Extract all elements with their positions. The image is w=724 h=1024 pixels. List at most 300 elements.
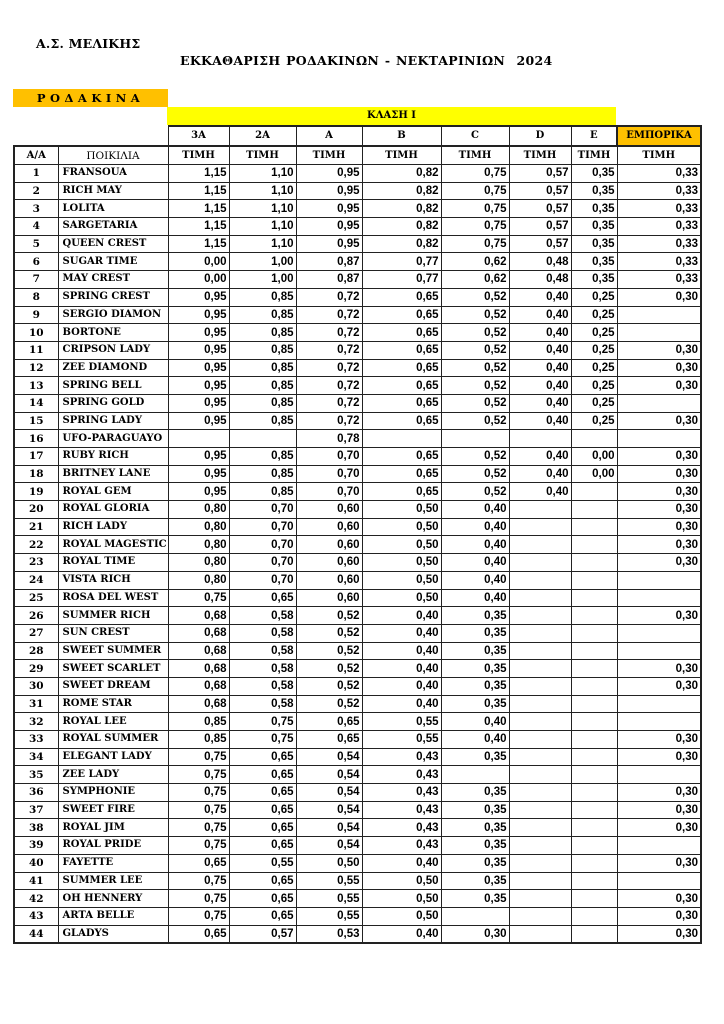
table-row bbox=[14, 536, 701, 554]
price-cell: 0,52 bbox=[441, 483, 509, 501]
price-cell: 0,60 bbox=[296, 518, 362, 536]
table-row bbox=[14, 554, 701, 572]
price-cell: 0,95 bbox=[168, 483, 229, 501]
price-cell: 0,75 bbox=[168, 748, 229, 766]
price-cell: 0,57 bbox=[509, 182, 571, 200]
price-cell bbox=[509, 713, 571, 731]
price-cell: 0,65 bbox=[229, 890, 296, 908]
price-cell: 0,40 bbox=[441, 731, 509, 749]
price-cell: 0,65 bbox=[362, 394, 441, 412]
price-cell: 0,58 bbox=[229, 607, 296, 625]
price-cell bbox=[571, 589, 617, 607]
price-cell: 0,85 bbox=[168, 713, 229, 731]
price-cell: 1,10 bbox=[229, 218, 296, 236]
price-cell: 0,65 bbox=[362, 306, 441, 324]
price-cell bbox=[571, 907, 617, 925]
price-cell: 0,52 bbox=[296, 642, 362, 660]
row-number: 10 bbox=[14, 324, 58, 342]
price-cell bbox=[571, 554, 617, 572]
variety-name: RICH LADY bbox=[58, 518, 168, 536]
price-cell: 0,95 bbox=[296, 165, 362, 183]
price-cell: 0,75 bbox=[168, 589, 229, 607]
row-number: 22 bbox=[14, 536, 58, 554]
price-cell: 0,40 bbox=[509, 483, 571, 501]
table-row bbox=[14, 182, 701, 200]
price-cell bbox=[571, 624, 617, 642]
price-cell: 0,68 bbox=[168, 677, 229, 695]
price-cell: 0,40 bbox=[509, 341, 571, 359]
price-cell: 0,43 bbox=[362, 784, 441, 802]
price-cell: 0,35 bbox=[571, 271, 617, 289]
price-cell: 1,15 bbox=[168, 182, 229, 200]
price-cell bbox=[509, 748, 571, 766]
price-cell: 0,30 bbox=[617, 377, 701, 395]
row-number: 44 bbox=[14, 925, 58, 943]
price-cell: 0,55 bbox=[296, 890, 362, 908]
price-cell: 0,95 bbox=[168, 324, 229, 342]
document-title: ΕΚΚΑΘΑΡΙΣΗ ΡΟΔΑΚΙΝΩΝ - ΝΕΚΤΑΡΙΝΙΩΝ 2024 bbox=[180, 53, 553, 68]
price-cell bbox=[509, 536, 571, 554]
price-cell bbox=[509, 607, 571, 625]
price-cell: 0,95 bbox=[168, 448, 229, 466]
price-cell: 0,78 bbox=[296, 430, 362, 448]
price-cell: 0,80 bbox=[168, 518, 229, 536]
row-number: 20 bbox=[14, 501, 58, 519]
price-cell bbox=[571, 518, 617, 536]
price-cell: 0,75 bbox=[441, 165, 509, 183]
variety-name: SPRING BELL bbox=[58, 377, 168, 395]
variety-name: QUEEN CREST bbox=[58, 235, 168, 253]
row-number: 35 bbox=[14, 766, 58, 784]
price-cell: 0,85 bbox=[229, 465, 296, 483]
price-cell: 0,65 bbox=[229, 907, 296, 925]
price-cell bbox=[509, 695, 571, 713]
price-cell: 0,35 bbox=[441, 854, 509, 872]
price-cell: 0,75 bbox=[168, 907, 229, 925]
price-cell: 0,85 bbox=[229, 288, 296, 306]
table-row bbox=[14, 218, 701, 236]
price-cell: 0,95 bbox=[168, 377, 229, 395]
table-row bbox=[14, 235, 701, 253]
variety-name: ZEE DIAMOND bbox=[58, 359, 168, 377]
price-cell: 0,43 bbox=[362, 748, 441, 766]
price-cell: 0,54 bbox=[296, 748, 362, 766]
price-cell: 0,52 bbox=[441, 341, 509, 359]
variety-name: SWEET SUMMER bbox=[58, 642, 168, 660]
price-cell: 0,75 bbox=[168, 819, 229, 837]
price-cell: 0,35 bbox=[441, 695, 509, 713]
grade-2a: 2A bbox=[229, 126, 296, 146]
price-cell: 0,40 bbox=[509, 465, 571, 483]
price-cell: 0,35 bbox=[571, 182, 617, 200]
price-cell: 0,54 bbox=[296, 819, 362, 837]
empty-cell bbox=[14, 126, 58, 146]
price-cell: 0,54 bbox=[296, 837, 362, 855]
price-cell: 0,95 bbox=[168, 306, 229, 324]
price-cell: 1,10 bbox=[229, 165, 296, 183]
price-cell: 0,52 bbox=[441, 394, 509, 412]
price-cell: 0,80 bbox=[168, 554, 229, 572]
table-row bbox=[14, 890, 701, 908]
table-row bbox=[14, 200, 701, 218]
price-cell: 0,35 bbox=[571, 218, 617, 236]
price-cell: 0,48 bbox=[509, 253, 571, 271]
variety-name: RUBY RICH bbox=[58, 448, 168, 466]
price-cell: 0,77 bbox=[362, 271, 441, 289]
header-price: ΤΙΜΗ bbox=[509, 146, 571, 165]
table-row bbox=[14, 288, 701, 306]
table-row bbox=[14, 642, 701, 660]
price-cell: 0,40 bbox=[509, 359, 571, 377]
price-cell: 0,60 bbox=[296, 571, 362, 589]
table-row bbox=[14, 695, 701, 713]
row-number: 28 bbox=[14, 642, 58, 660]
variety-name: SUN CREST bbox=[58, 624, 168, 642]
price-cell bbox=[571, 748, 617, 766]
price-cell bbox=[509, 430, 571, 448]
price-cell: 0,35 bbox=[441, 677, 509, 695]
price-cell: 0,75 bbox=[441, 182, 509, 200]
price-cell: 0,58 bbox=[229, 677, 296, 695]
variety-name: ARTA BELLE bbox=[58, 907, 168, 925]
variety-name: FRANSOUA bbox=[58, 165, 168, 183]
table-row bbox=[14, 518, 701, 536]
price-cell: 0,30 bbox=[617, 501, 701, 519]
table-row bbox=[14, 731, 701, 749]
row-number: 40 bbox=[14, 854, 58, 872]
price-cell bbox=[571, 677, 617, 695]
price-cell: 0,35 bbox=[441, 872, 509, 890]
price-cell: 0,68 bbox=[168, 607, 229, 625]
price-cell bbox=[617, 766, 701, 784]
price-cell bbox=[571, 872, 617, 890]
variety-name: ROYAL LEE bbox=[58, 713, 168, 731]
price-cell: 0,82 bbox=[362, 218, 441, 236]
price-cell: 0,65 bbox=[229, 801, 296, 819]
class-label: ΚΛΑΣΗ I bbox=[167, 107, 616, 125]
price-cell: 0,95 bbox=[296, 218, 362, 236]
header-price: ΤΙΜΗ bbox=[571, 146, 617, 165]
price-cell: 0,77 bbox=[362, 253, 441, 271]
price-cell: 0,35 bbox=[571, 235, 617, 253]
price-cell bbox=[617, 324, 701, 342]
price-cell: 0,75 bbox=[168, 766, 229, 784]
price-cell: 1,10 bbox=[229, 235, 296, 253]
grade-header-row bbox=[14, 126, 701, 146]
grade-b: B bbox=[362, 126, 441, 146]
variety-name: MAY CREST bbox=[58, 271, 168, 289]
row-number: 7 bbox=[14, 271, 58, 289]
row-number: 17 bbox=[14, 448, 58, 466]
row-number: 43 bbox=[14, 907, 58, 925]
price-table bbox=[13, 125, 702, 944]
price-cell: 0,30 bbox=[617, 819, 701, 837]
row-number: 34 bbox=[14, 748, 58, 766]
price-cell bbox=[571, 607, 617, 625]
price-cell: 0,35 bbox=[441, 890, 509, 908]
variety-name: ROYAL GEM bbox=[58, 483, 168, 501]
table-row bbox=[14, 165, 701, 183]
price-cell: 0,65 bbox=[168, 925, 229, 943]
variety-name: GLADYS bbox=[58, 925, 168, 943]
variety-name: OH HENNERY bbox=[58, 890, 168, 908]
row-number: 15 bbox=[14, 412, 58, 430]
price-cell: 0,30 bbox=[617, 359, 701, 377]
price-cell: 0,30 bbox=[617, 607, 701, 625]
price-cell: 0,57 bbox=[509, 218, 571, 236]
price-cell: 0,52 bbox=[441, 377, 509, 395]
price-cell bbox=[509, 819, 571, 837]
price-cell: 0,57 bbox=[509, 165, 571, 183]
price-cell: 0,85 bbox=[229, 448, 296, 466]
variety-name: RICH MAY bbox=[58, 182, 168, 200]
price-cell bbox=[441, 430, 509, 448]
price-cell: 0,80 bbox=[168, 501, 229, 519]
price-cell: 0,95 bbox=[168, 341, 229, 359]
price-cell bbox=[509, 660, 571, 678]
price-cell: 0,65 bbox=[362, 448, 441, 466]
price-cell: 0,57 bbox=[229, 925, 296, 943]
price-cell bbox=[617, 624, 701, 642]
price-cell bbox=[509, 571, 571, 589]
price-cell: 0,75 bbox=[229, 731, 296, 749]
price-cell bbox=[168, 430, 229, 448]
price-cell: 0,95 bbox=[296, 200, 362, 218]
price-cell: 0,25 bbox=[571, 412, 617, 430]
price-cell: 1,15 bbox=[168, 200, 229, 218]
grade-e: E bbox=[571, 126, 617, 146]
table-row bbox=[14, 854, 701, 872]
price-cell bbox=[441, 907, 509, 925]
price-cell: 0,95 bbox=[296, 182, 362, 200]
variety-name: SYMPHONIE bbox=[58, 784, 168, 802]
row-number: 39 bbox=[14, 837, 58, 855]
price-cell: 0,55 bbox=[362, 731, 441, 749]
price-cell: 0,60 bbox=[296, 536, 362, 554]
price-cell: 0,35 bbox=[441, 660, 509, 678]
price-cell: 0,30 bbox=[617, 854, 701, 872]
row-number: 16 bbox=[14, 430, 58, 448]
price-cell bbox=[509, 554, 571, 572]
price-cell: 0,55 bbox=[362, 713, 441, 731]
row-number: 2 bbox=[14, 182, 58, 200]
variety-name: ROYAL SUMMER bbox=[58, 731, 168, 749]
price-cell: 0,52 bbox=[441, 465, 509, 483]
header-price: ΤΙΜΗ bbox=[168, 146, 229, 165]
price-cell: 0,43 bbox=[362, 819, 441, 837]
price-cell: 0,35 bbox=[441, 748, 509, 766]
price-cell bbox=[617, 642, 701, 660]
row-number: 8 bbox=[14, 288, 58, 306]
price-cell bbox=[571, 837, 617, 855]
price-cell bbox=[617, 430, 701, 448]
price-cell: 0,65 bbox=[362, 359, 441, 377]
table-row bbox=[14, 448, 701, 466]
price-cell: 0,65 bbox=[229, 589, 296, 607]
price-cell: 0,40 bbox=[362, 607, 441, 625]
header-variety: ΠΟΙΚΙΛΙΑ bbox=[58, 146, 168, 165]
price-cell: 0,75 bbox=[441, 200, 509, 218]
price-cell: 0,43 bbox=[362, 837, 441, 855]
price-cell: 0,40 bbox=[509, 448, 571, 466]
price-cell bbox=[509, 784, 571, 802]
price-cell: 0,50 bbox=[362, 536, 441, 554]
row-number: 29 bbox=[14, 660, 58, 678]
price-cell: 0,30 bbox=[617, 925, 701, 943]
table-row bbox=[14, 589, 701, 607]
price-cell bbox=[617, 571, 701, 589]
row-number: 6 bbox=[14, 253, 58, 271]
price-cell bbox=[617, 589, 701, 607]
variety-name: SUMMER LEE bbox=[58, 872, 168, 890]
price-cell: 0,33 bbox=[617, 271, 701, 289]
price-cell: 0,65 bbox=[229, 766, 296, 784]
row-number: 32 bbox=[14, 713, 58, 731]
table-row bbox=[14, 412, 701, 430]
price-cell: 0,00 bbox=[168, 271, 229, 289]
variety-name: BRITNEY LANE bbox=[58, 465, 168, 483]
price-cell: 0,58 bbox=[229, 642, 296, 660]
price-cell: 0,95 bbox=[168, 394, 229, 412]
price-cell: 0,35 bbox=[441, 784, 509, 802]
price-cell: 0,30 bbox=[617, 890, 701, 908]
price-cell: 0,80 bbox=[168, 571, 229, 589]
price-cell: 0,40 bbox=[441, 501, 509, 519]
price-cell: 0,30 bbox=[617, 731, 701, 749]
variety-name: SUGAR TIME bbox=[58, 253, 168, 271]
price-cell bbox=[571, 854, 617, 872]
price-cell: 0,30 bbox=[617, 907, 701, 925]
price-cell: 0,50 bbox=[362, 907, 441, 925]
price-cell: 0,68 bbox=[168, 642, 229, 660]
price-cell: 0,30 bbox=[617, 483, 701, 501]
price-cell bbox=[571, 801, 617, 819]
price-cell: 0,52 bbox=[296, 695, 362, 713]
price-cell: 0,58 bbox=[229, 695, 296, 713]
row-number: 1 bbox=[14, 165, 58, 183]
row-number: 37 bbox=[14, 801, 58, 819]
price-cell: 0,72 bbox=[296, 306, 362, 324]
table-row bbox=[14, 713, 701, 731]
price-cell: 0,65 bbox=[362, 377, 441, 395]
price-cell bbox=[617, 695, 701, 713]
price-cell: 0,35 bbox=[441, 624, 509, 642]
price-cell bbox=[509, 731, 571, 749]
price-cell bbox=[571, 784, 617, 802]
price-cell: 0,50 bbox=[362, 571, 441, 589]
price-cell bbox=[617, 713, 701, 731]
row-number: 23 bbox=[14, 554, 58, 572]
variety-name: ELEGANT LADY bbox=[58, 748, 168, 766]
price-cell: 0,65 bbox=[229, 784, 296, 802]
price-cell: 0,75 bbox=[441, 218, 509, 236]
price-cell: 0,85 bbox=[168, 731, 229, 749]
price-cell: 0,72 bbox=[296, 412, 362, 430]
organization-name: Α.Σ. ΜΕΛΙΚΗΣ bbox=[36, 36, 141, 51]
price-cell: 0,40 bbox=[441, 571, 509, 589]
table-row bbox=[14, 465, 701, 483]
price-cell bbox=[571, 819, 617, 837]
price-cell bbox=[509, 501, 571, 519]
price-cell: 0,40 bbox=[362, 854, 441, 872]
price-cell bbox=[509, 854, 571, 872]
variety-name: SWEET SCARLET bbox=[58, 660, 168, 678]
price-cell: 0,85 bbox=[229, 394, 296, 412]
variety-name: SWEET FIRE bbox=[58, 801, 168, 819]
price-cell: 1,00 bbox=[229, 271, 296, 289]
variety-name: ROYAL GLORIA bbox=[58, 501, 168, 519]
price-cell: 0,65 bbox=[362, 465, 441, 483]
price-cell bbox=[571, 925, 617, 943]
price-cell: 0,40 bbox=[362, 624, 441, 642]
variety-name: ROME STAR bbox=[58, 695, 168, 713]
price-cell: 0,85 bbox=[229, 359, 296, 377]
price-cell: 0,48 bbox=[509, 271, 571, 289]
price-cell: 0,70 bbox=[229, 554, 296, 572]
price-cell: 0,00 bbox=[571, 448, 617, 466]
price-cell: 1,10 bbox=[229, 200, 296, 218]
column-header-row bbox=[14, 146, 701, 165]
price-cell: 0,35 bbox=[441, 801, 509, 819]
price-cell: 0,25 bbox=[571, 359, 617, 377]
price-cell: 0,55 bbox=[229, 854, 296, 872]
table-row bbox=[14, 271, 701, 289]
price-cell: 0,85 bbox=[229, 377, 296, 395]
price-cell: 0,30 bbox=[441, 925, 509, 943]
price-cell: 0,30 bbox=[617, 554, 701, 572]
grade-3a: 3A bbox=[168, 126, 229, 146]
price-cell: 0,95 bbox=[168, 288, 229, 306]
price-cell: 0,40 bbox=[441, 589, 509, 607]
table-row bbox=[14, 784, 701, 802]
price-cell: 0,33 bbox=[617, 235, 701, 253]
variety-name: CRIPSON LADY bbox=[58, 341, 168, 359]
price-cell: 1,00 bbox=[229, 253, 296, 271]
variety-name: ZEE LADY bbox=[58, 766, 168, 784]
price-cell bbox=[362, 430, 441, 448]
table-row bbox=[14, 341, 701, 359]
price-cell: 0,30 bbox=[617, 801, 701, 819]
variety-name: SPRING GOLD bbox=[58, 394, 168, 412]
empty-cell bbox=[58, 126, 168, 146]
price-cell bbox=[571, 536, 617, 554]
row-number: 4 bbox=[14, 218, 58, 236]
price-cell bbox=[571, 501, 617, 519]
variety-name: SARGETARIA bbox=[58, 218, 168, 236]
price-cell bbox=[617, 394, 701, 412]
price-cell: 0,33 bbox=[617, 218, 701, 236]
table-row bbox=[14, 677, 701, 695]
price-cell: 0,70 bbox=[296, 465, 362, 483]
price-cell bbox=[509, 677, 571, 695]
price-cell: 0,87 bbox=[296, 271, 362, 289]
price-cell: 0,82 bbox=[362, 200, 441, 218]
price-cell: 0,52 bbox=[441, 324, 509, 342]
row-number: 13 bbox=[14, 377, 58, 395]
price-cell bbox=[571, 483, 617, 501]
price-cell: 0,54 bbox=[296, 801, 362, 819]
price-cell: 0,65 bbox=[362, 324, 441, 342]
price-cell: 0,82 bbox=[362, 165, 441, 183]
price-cell: 0,00 bbox=[571, 465, 617, 483]
price-cell bbox=[441, 766, 509, 784]
price-cell: 0,43 bbox=[362, 801, 441, 819]
row-number: 26 bbox=[14, 607, 58, 625]
price-cell bbox=[571, 642, 617, 660]
price-cell: 0,40 bbox=[509, 324, 571, 342]
row-number: 31 bbox=[14, 695, 58, 713]
table-row bbox=[14, 483, 701, 501]
